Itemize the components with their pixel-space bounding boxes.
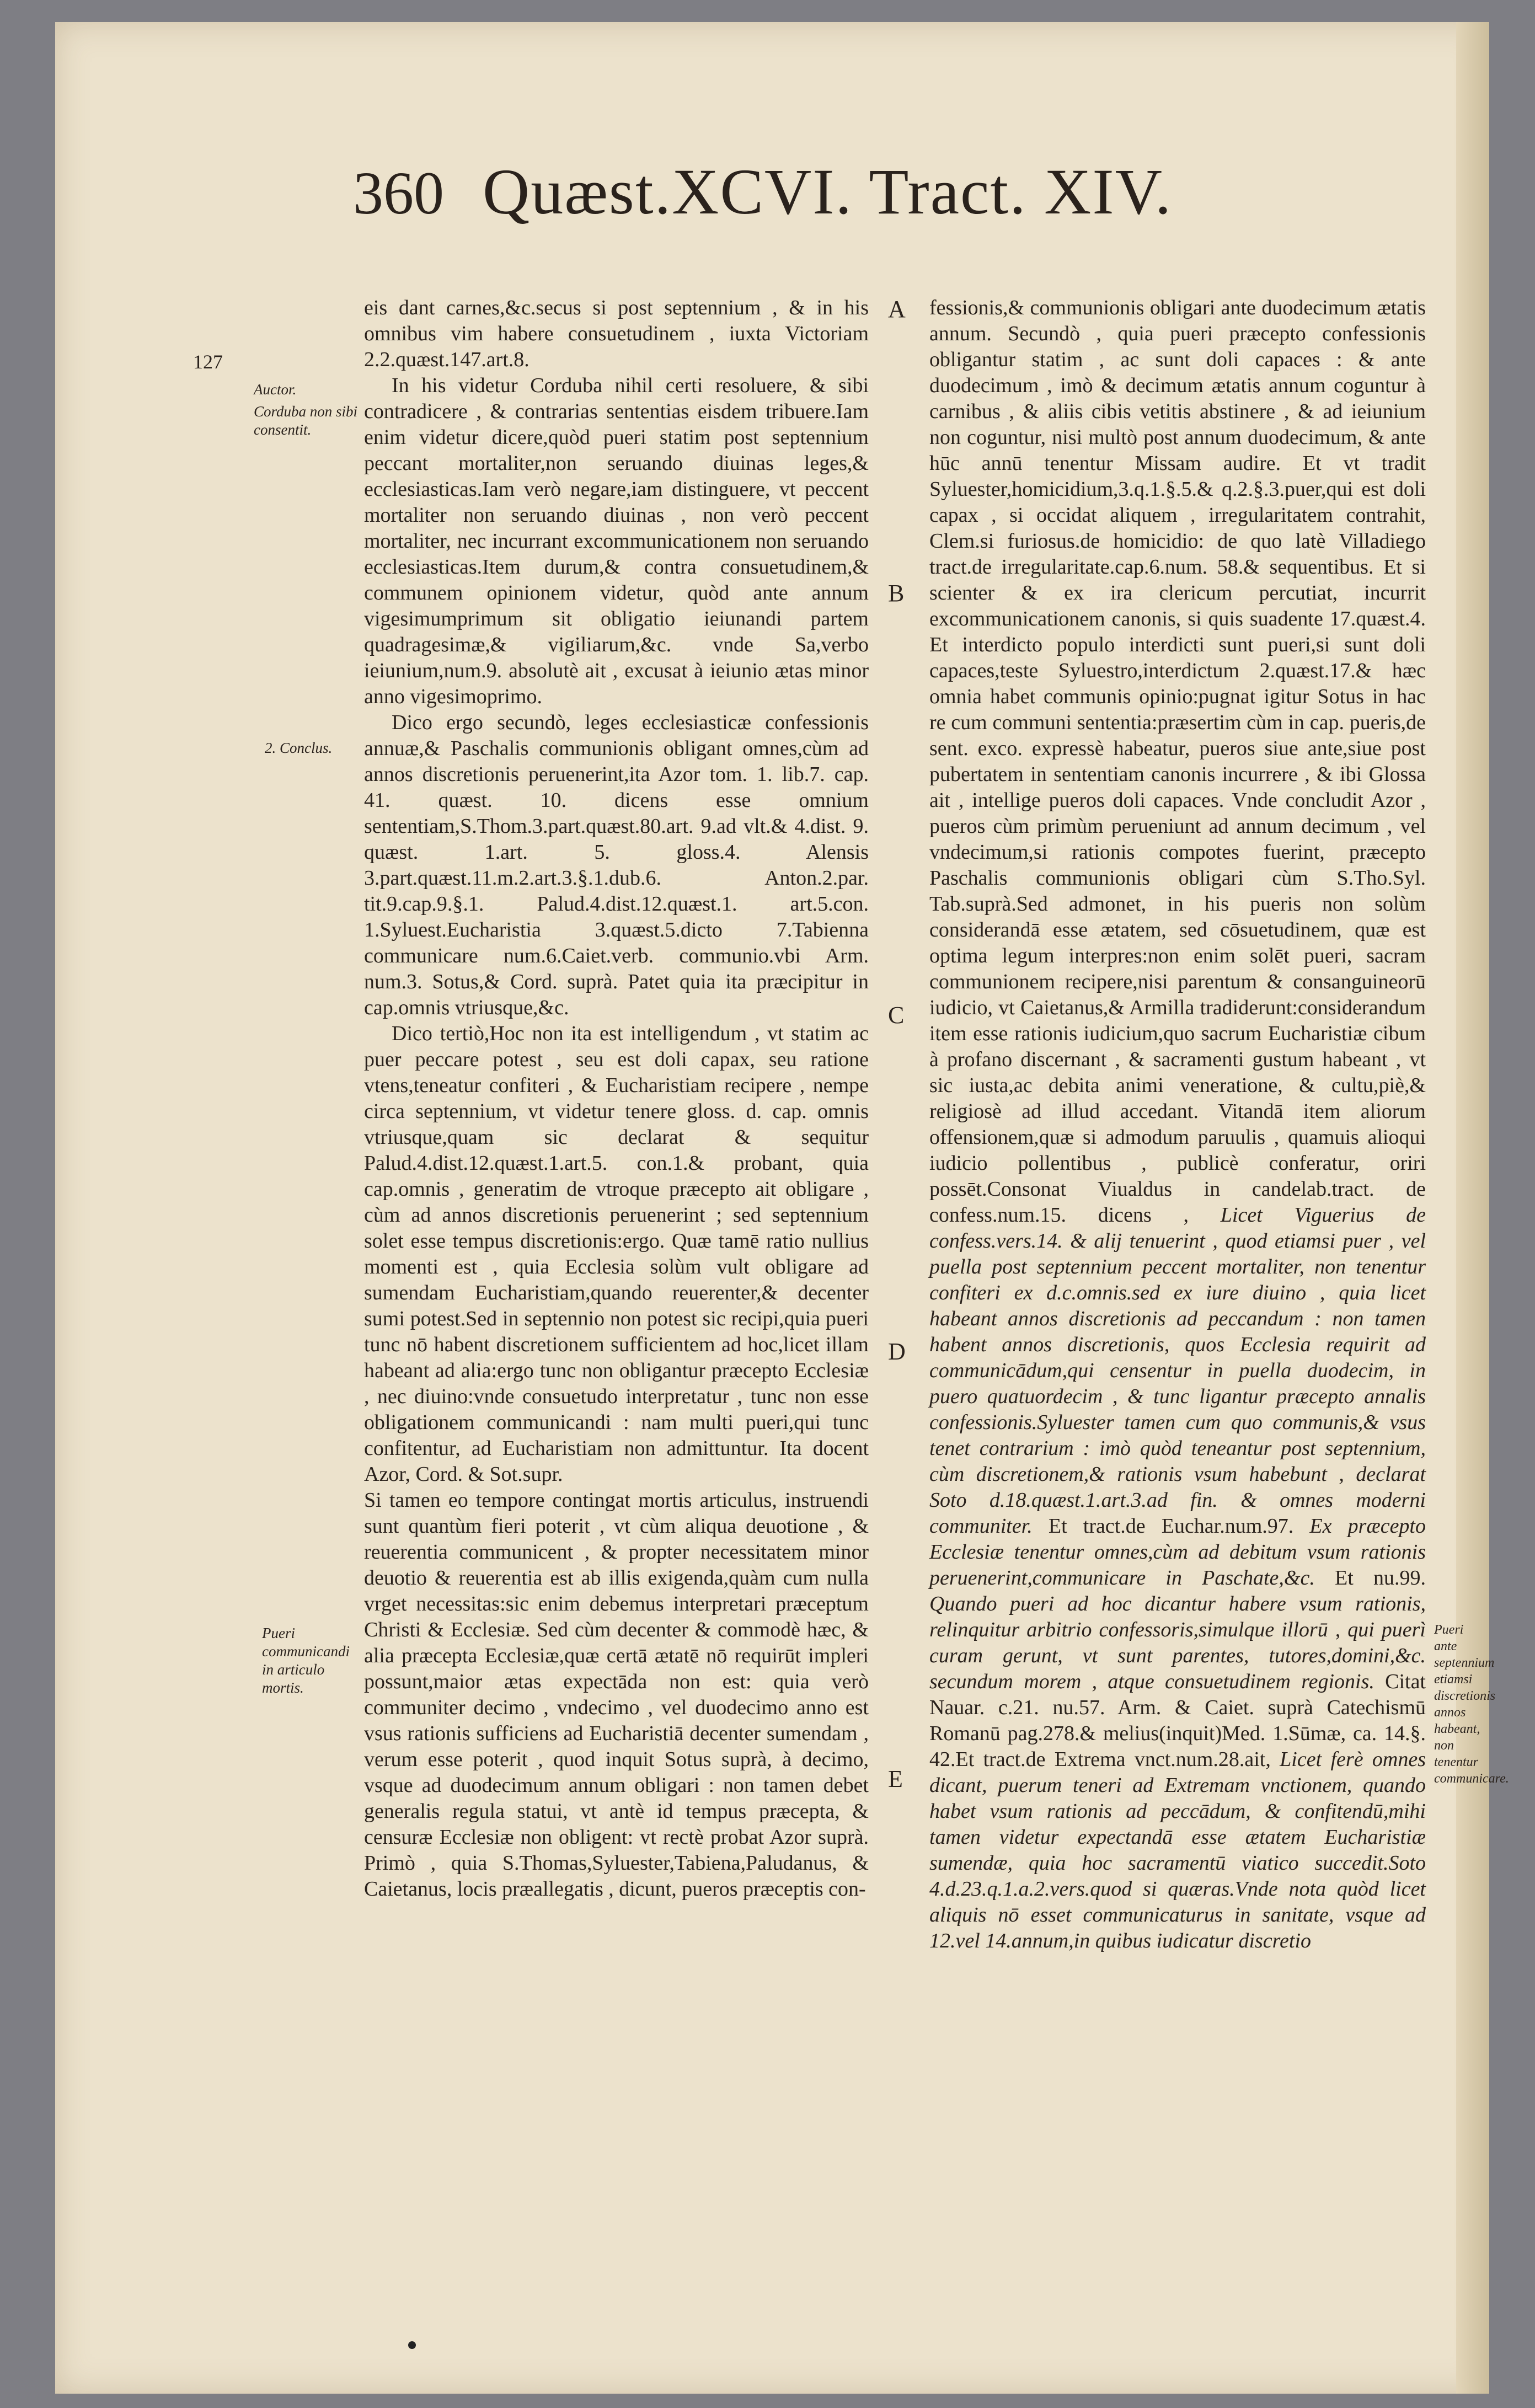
paragraph-number: 127 xyxy=(193,351,223,373)
paragraph: Dico tertiò,Hoc non ita est intelligendum , vt statim ac puer peccare potest , seu est doli capax, seu ratione vtens,teneatur confiteri , & Eucharistiam recipere , nempe circa septennium, vt videtur tenere gloss. d. cap. omnis vtriusque,quam sic declarat & sequitur Palud.4.dist.12.quæst.1.art.5. con.1.& probant, quia cap.omnis , generatim de vtroque præcepto ait obligare , cùm ad annos discretionis peruenerint ; sed septennium solet esse tempus discretionis:ergo. Quæ tamē ratio nullius momenti est , quia Ecclesia solùm vult obligare ad sumendam Eucharistiam,quando reuerenter,& decenter sumi potest.Sed in septennio non potest sic recipi,quia pueri tunc nō habent discretionem sufficientem ad hoc,licet illam habeant ad alia:ergo tunc non obligantur præcepto Ecclesiæ , nec diuino:vnde consuetudo interpretatur , tunc non esse obligationem communicandi : nam multi pueri,qui tunc confitentur, ad Eucharistiam non admittuntur. Ita docent Azor, Cord. & Sot.supr. xyxy=(364,1022,869,1486)
paragraph: Si tamen eo tempore contingat mortis articulus, instruendi sunt quantùm fieri poterit , vt cùm aliqua deuotione , & reuerentia communicent , & propter necessitatem minor deuotio & reuerentia est ab illis exigenda,quàm cum nulla vrget necessitas:sic enim debemus interpretari præceptum Christi & Ecclesiæ. Sed cùm decenter & commodè hæc, & alia præcepta Ecclesiæ,quæ certā ætatē nō requirūt impleri possunt,maior ætas expectāda non est: quia verò communiter decimo , vndecimo , vel duodecimo anno est vsus rationis sufficiens ad Eucharistiā decenter sumendam , verum esse poterit , quod inquit Sotus suprà, à decimo, vsque ad duodecimum annum obligari : non tamen debet generalis regula statui, vt antè id tempus præcepta, & censuræ Ecclesiæ non obligent: vt rectè probat Azor suprà. Primò , quia S.Thomas,Syluester,Tabiena,Paludanus, & Caietanus, locis præallegatis , dicunt, pueros præceptis con- xyxy=(364,1489,869,1901)
paragraph: In his videtur Corduba nihil certi resoluere, & sibi contradicere , & contrarias sententias eisdem tribuere.Iam enim videtur dicere,quòd pueri statim post septennium peccant mortaliter,non seruando diuinas leges,& ecclesiasticas.Iam verò negare,iam distinguere, vt peccent mortaliter non seruando diuinas , non verò peccent mortaliter, nec incurrant excommunicationem non seruando ecclesiasticas.Item durum,& contra consuetudinem,& communem opinionem videtur, quòd ante annum vigesimumprimum sit obligatio ieiunandi partem quadragesimæ,& vigiliarum,&c. vnde Sa,verbo ieiunium,num.9. absolutè ait , excusat à ieiunio ætas minor anno vigesimoprimo. xyxy=(364,374,869,708)
ink-dot xyxy=(408,2341,416,2349)
margin-note-conclusion: 2. Conclus. xyxy=(265,740,333,756)
text-span: Et nu.99. xyxy=(1335,1566,1426,1590)
paragraph: eis dant carnes,&c.secus si post septennium , & in his omnibus vim habere consuetudinem , iuxta Victoriam 2.2.quæst.147.art.8. xyxy=(364,296,869,371)
column-letter-d: D xyxy=(888,1338,906,1365)
column-letter-c: C xyxy=(888,1002,905,1029)
margin-note-pueri: Pueri communicandi in articulo mortis. xyxy=(262,1625,350,1696)
margin-note-corduba: Corduba non sibi consentit. xyxy=(254,403,358,438)
running-head: Quæst.XCVI. Tract. XIV. xyxy=(483,156,1173,228)
text-span: Et tract.de Euchar.num.97. xyxy=(1048,1515,1294,1538)
left-column xyxy=(364,295,869,1902)
column-letter-b: B xyxy=(888,580,905,607)
column-letter-a: A xyxy=(888,296,906,323)
page-header xyxy=(353,154,1172,229)
margin-note-auctor: Auctor. xyxy=(254,381,297,398)
page-number: 360 xyxy=(353,159,444,227)
text-span: Citat Nauar. c.21. nu.57. Arm. & Caiet. suprà Catechismū Romanū pag.278.& melius(inquit)Med. 1.Sūmæ, ca. 14.§. 42.Et tract.de Extrema vnct.num.28.ait, xyxy=(929,1670,1426,1771)
paragraph: Dico ergo secundò, leges ecclesiasticæ confessionis annuæ,& Paschalis communionis obligant omnes,cùm ad annos discretionis peruenerint,ita Azor tom. 1. lib.7. cap. 41. quæst. 10. dicens esse omnium sententiam,S.Thom.3.part.quæst.80.art. 9.ad vlt.& 4.dist. 9. quæst. 1.art. 5. gloss.4. Alensis 3.part.quæst.11.m.2.art.3.§.1.dub.6. Anton.2.par. tit.9.cap.9.§.1. Palud.4.dist.12.quæst.1. art.5.con. 1.Syluest.Eucharistia 3.quæst.5.dicto 7.Tabienna communicare num.6.Caiet.verb. communio.vbi Arm. num.3. Sotus,& Cord. suprà. Patet quia ita præcipitur in cap.omnis vtriusque,&c. xyxy=(364,711,869,1019)
quotation: Licet ferè omnes dicant, puerum teneri ad Extremam vnctionem, quando habet vsum rationis ad peccādum, & confitendū,mihi tamen videtur expectandā esse ætatem Eucharistiæ sumendæ, quia hoc sacramentū viatico succedit.Soto 4.d.23.q.1.a.2.vers.quod si quæras.Vnde nota quòd licet aliquis nō esset communicaturus in sanitate, vsque ad 12.vel 14.annum,in quibus iudicatur discretio xyxy=(929,1748,1426,1952)
book-spine xyxy=(1456,22,1489,2394)
right-column xyxy=(929,295,1426,1954)
margin-note-pueri-ante: Pueri ante septennium etiamsi discretionis annos habeant, non tenentur communicare. xyxy=(1434,1623,1509,1786)
text-span: fessionis,& communionis obligari ante duodecimum ætatis annum. Secundò , quia pueri præcepto confessionis obligantur statim , ac sunt doli capaces : & ante duodecimum , imò & decimum ætatis annum coguntur à carnibus , & aliis cibis vetitis abstinere , & ad ieiunium non coguntur, nisi multò post annum duodecimum, & ante hūc annū tenentur Missam audire. Et vt tradit Syluester,homicidium,3.q.1.§.5.& q.2.§.3.puer,qui est doli capax , si occidat aliquem , irregularitatem contrahit, Clem.si furiosus.de homicidio: de quo latè Villadiego tract.de irregularitate.cap.6.num. 58.& sequentibus. Et si scienter & ex ira clericum percutiat, incurrit excommunicationem canonis, si quis suadente 17.quæst.4. Et interdicto populo interdicti sunt pueri,si sunt doli capaces,teste Syluestro,interdictum 2.quæst.17.& hæc omnia habet communis opinio:pugnat igitur Sotus in hac re cum communi sententia:præsertim cùm in cap. pueris,de sent. exco. expressè habeatur, pueros siue ante,siue post pubertatem in sententiam canonis incurrere , & ibi Glossa ait , intellige pueros doli capaces. Vnde concludit Azor , pueros cùm primùm perueniunt ad annum decimum , vel vndecimum,si rationis compotes fuerint, præcepto Paschalis communionis obligari cùm S.Tho.Syl. Tab.suprà.Sed admonet, in his pueris non solùm considerandā esse ætatem, sed cōsuetudinem, quæ est optima legum interpres:non enim solēt pueri, sacram communionem recipere,nisi parentum & consanguineorū iudicio, vt Caietanus,& Armilla tradiderunt:considerandum item esse rationis iudicium,quo sacrum Eucharistiæ cibum à profano discernant , & sacramenti gustum habeant , vt sic iusta,ac debita animi veneratione, & cultu,piè,& religiosè ad illud accedant. Vitandā item aliorum offensionem,quæ si admodum paruulis , quamuis alioqui iudicio pollentibus , publicè conferatur, oriri possēt.Consonat Viualdus in candelab.tract. de confess.num.15. dicens , xyxy=(929,296,1426,1227)
paragraph xyxy=(929,295,1426,1954)
quotation: Licet Viguerius de confess.vers.14. & alij tenuerint , quod etiamsi puer , vel puella post septennium peccent mortaliter, non tenentur confiteri ex d.c.omnis.sed ex iure diuino , quia licet habeant annos discretionis ad peccandum : non tamen habent annos discretionis, quos Ecclesia requirit ad communicādum,qui censentur in puella duodecim, in puero quatuordecim , & tunc ligantur præcepto annalis confessionis.Syluester tamen cum quo communis,& vsus tenet contrarium : imò quòd teneantur post septennium, cùm discretionem,& rationis vsum habebunt , declarat Soto d.18.quæst.1.art.3.ad fin. & omnes moderni communiter. xyxy=(929,1203,1426,1538)
column-letter-e: E xyxy=(888,1765,903,1792)
quotation: Quando pueri ad hoc dicantur habere vsum rationis, relinquitur arbitrio confessoris,simulque illorū , qui puerì curam gerunt, vt sunt parentes, tutores,domini,&c. secundum morem , atque consuetudinem regionis. xyxy=(929,1592,1426,1693)
quotation: Ex præcepto Ecclesiæ tenentur omnes,cùm ad debitum vsum rationis peruenerint,communicare in Paschate,&c. xyxy=(929,1515,1426,1590)
book-page xyxy=(55,22,1509,2394)
